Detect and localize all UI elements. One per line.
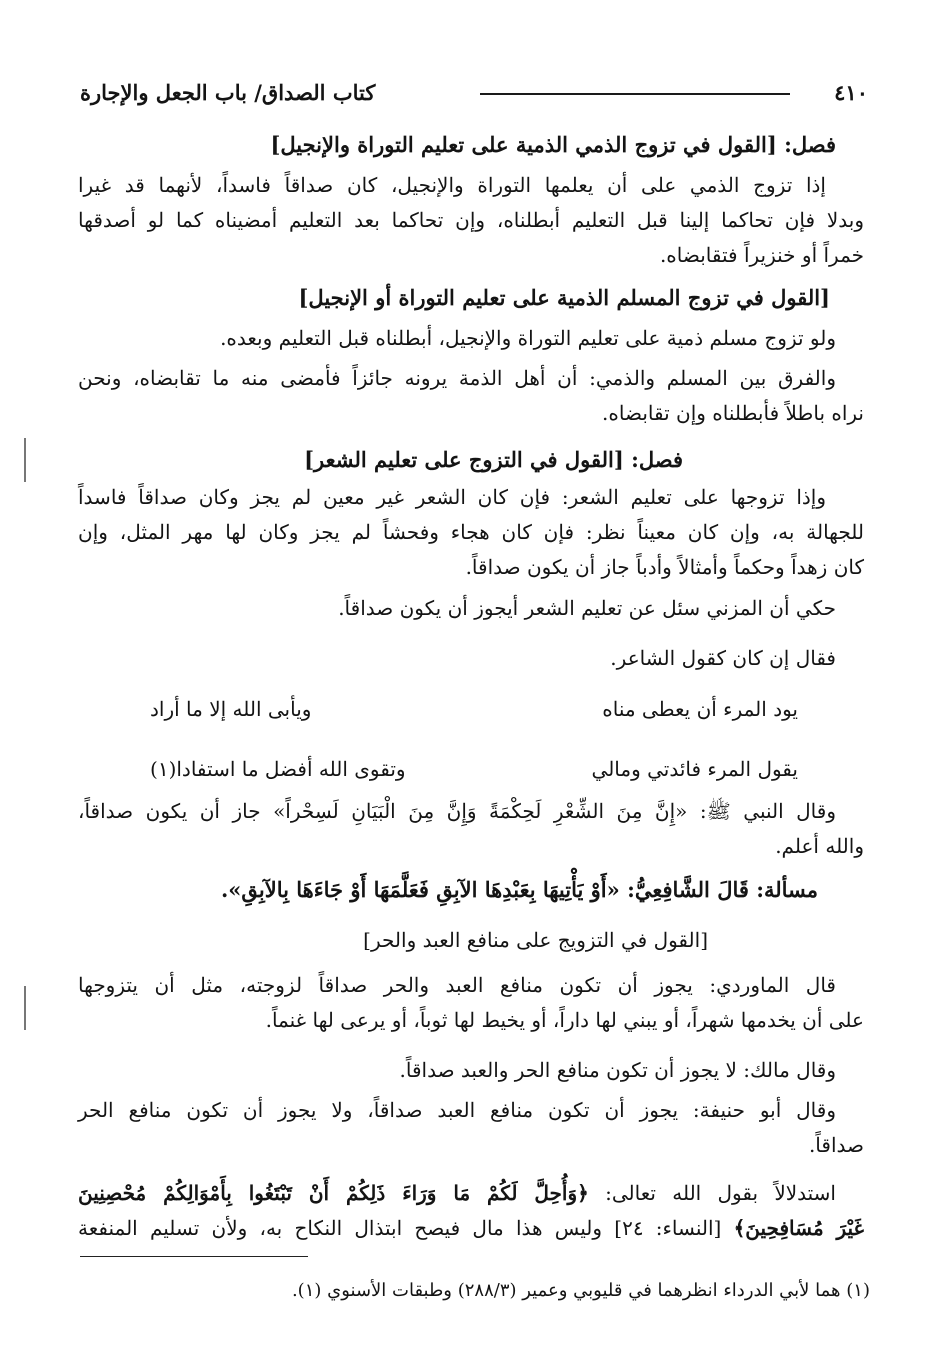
verse-line [150, 692, 798, 726]
verse-line [150, 752, 798, 786]
running-title: كتاب الصداق/ باب الجعل والإجارة [80, 80, 376, 105]
paragraph-line: خمراً أو خنزيراً فتقابضاه. [659, 243, 864, 267]
section-heading: فصل: [القول في تزوج الذمي الذمية على تعليم التوراة والإنجيل] [270, 132, 836, 157]
paragraph-line: استدلالاً بقول الله تعالى: ﴿وَأُحِلَّ لَكُمْ مَا وَرَاءَ ذَلِكُمْ أَنْ تَبْتَغُوا بِأَمْوَالِكُمْ مُحْصِنِينَ [78, 1181, 836, 1205]
paragraph-line: قال الماوردي: يجوز أن تكون منافع العبد والحر صداقاً لزوجته، مثل أن يتزوجها [78, 973, 836, 997]
paragraph-line: والله أعلم. [775, 834, 864, 858]
paragraph-line: وقال النبي ﷺ: «إِنَّ مِنَ الشِّعْرِ لَحِكْمَةً وَإِنَّ مِنَ الْبَيَانِ لَسِحْراً» جاز أن يكون صداقاً، [78, 799, 836, 823]
paragraph-line: وإذا تزوجها على تعليم الشعر: فإن كان الشعر غير معين لم يجز وكان صداقاً فاسداً [78, 485, 826, 509]
section-heading: مسألة: قَالَ الشَّافِعِيُّ: «أَوْ يَأْتِيهَا بِعَبْدِهَا الآبِقِ فَعَلَّمَهَا أَوْ جَاءَهَا بِالآبِقِ». [220, 877, 818, 902]
verse-second-hemistich: ويأبى الله إلا ما أراد [150, 697, 312, 721]
paragraph-line: كان زهداً وحكماً وأمثالاً وأدباً جاز أن يكون صداقاً. [465, 555, 864, 579]
paragraph-line: على أن يخدمها شهراً، أو يبني لها داراً، أو يخيط لها ثوباً، أو يرعى لها غنماً. [265, 1008, 864, 1032]
section-heading: [القول في التزويج على منافع العبد والحر] [363, 928, 708, 952]
section-heading: فصل: [القول في التزوج على تعليم الشعر] [304, 447, 683, 472]
margin-mark [24, 438, 26, 482]
paragraph-line: للجهالة به، وإن كان معيناً نظر: فإن كان هجاء وفحشاً لم يجز وكان لها مهر المثل، وإن [78, 520, 864, 544]
paragraph-line: وقال أبو حنيفة: يجوز أن تكون منافع العبد صداقاً، ولا يجوز أن تكون منافع الحر [78, 1098, 836, 1122]
paragraph-line: وقال مالك: لا يجوز أن تكون منافع الحر والعبد صداقاً. [399, 1058, 836, 1082]
running-header [80, 78, 868, 108]
verse-second-hemistich: وتقوى الله أفضل ما استفادا(١) [150, 757, 406, 781]
verse-first-hemistich: يود المرء أن يعطى مناه [602, 697, 798, 721]
paragraph-line: إذا تزوج الذمي على أن يعلمها التوراة والإنجيل، كان صداقاً فاسداً، لأنهما قد غيرا [78, 173, 826, 197]
section-heading: [القول في تزوج المسلم الذمية على تعليم التوراة أو الإنجيل] [298, 285, 830, 310]
paragraph-line: والفرق بين المسلم والذمي: أن أهل الذمة يرونه جائزاً فأمضى منه ما تقابضاه، ونحن [78, 366, 836, 390]
paragraph-line: صداقاً. [808, 1133, 864, 1157]
verse-first-hemistich: يقول المرء فائدتي ومالي [591, 757, 798, 781]
paragraph-line: ولو تزوج مسلم ذمية على تعليم التوراة والإنجيل، أبطلناه قبل التعليم وبعده. [220, 326, 836, 350]
margin-mark [24, 986, 26, 1030]
paragraph-line: وبدلا فإن تحاكما إلينا قبل التعليم أبطلناه، وإن تحاكما بعد التعليم أمضيناه كما لو أصدقها [78, 208, 864, 232]
page-number: ٤١٠ [834, 80, 868, 105]
footnote-rule [80, 1256, 308, 1257]
header-rule [480, 93, 790, 95]
paragraph-line: غَيْرَ مُسَافِحِينَ﴾ [النساء: ٢٤] وليس هذا مال فيصح ابتذال النكاح به، ولأن تسليم المنفعة [78, 1216, 865, 1240]
footnote: (١) هما لأبي الدرداء انظرهما في قليوبي وعمير (٢٨٨/٣) وطبقات الأسنوي (١). [291, 1280, 870, 1301]
paragraph-line: فقال إن كان كقول الشاعر. [610, 646, 836, 670]
paragraph-line: حكي أن المزني سئل عن تعليم الشعر أيجوز أن يكون صداقاً. [338, 596, 836, 620]
paragraph-line: نراه باطلاً فأبطلناه وإن تقابضاه. [602, 401, 864, 425]
